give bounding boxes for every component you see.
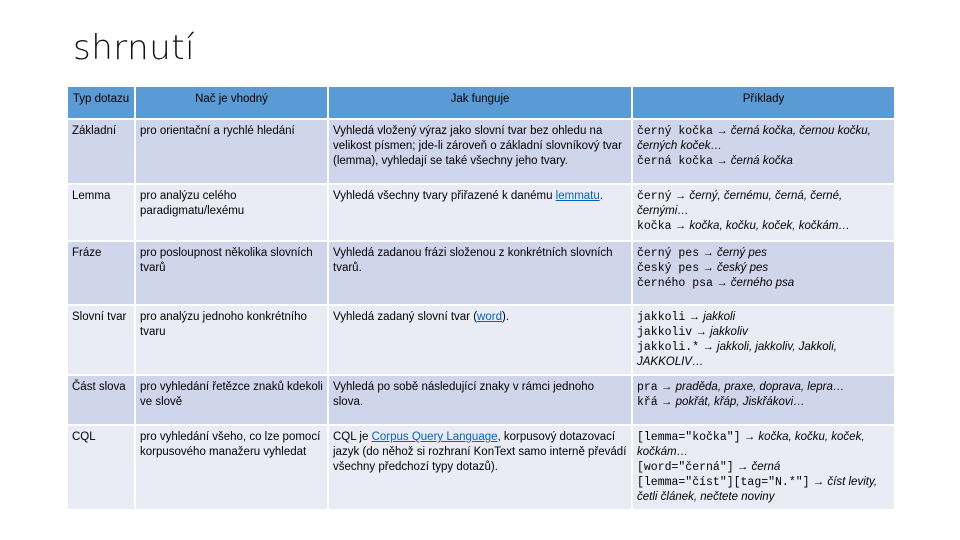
example-query: jakkoli (637, 311, 686, 324)
examples-cell (633, 242, 894, 304)
example-line (637, 310, 890, 325)
example-result: → jakkoliv (692, 326, 748, 338)
slide-title: shrnutí (73, 28, 196, 68)
how-it-works-cell (329, 426, 631, 509)
example-query: černý (637, 190, 672, 203)
suitable-for-cell: pro analýzu celého paradigmatu/lexému (136, 185, 327, 240)
example-line (637, 219, 890, 234)
cql-link[interactable]: Corpus Query Language (371, 431, 498, 443)
example-result: → jakkoli (685, 311, 736, 323)
examples-cell (633, 426, 894, 509)
how-it-works-cell (329, 185, 631, 240)
example-line (637, 460, 890, 475)
example-result: → praděda, praxe, doprava, lepra… (657, 381, 845, 393)
examples-cell (633, 376, 894, 424)
example-line (637, 475, 890, 505)
example-line (637, 325, 890, 340)
suitable-for-cell: pro posloupnost několika slovních tvarů (136, 242, 327, 304)
how-it-works-cell: Vyhledá zadanou frázi složenou z konkrétních slovních tvarů. (329, 242, 631, 304)
example-query: černého psa (637, 277, 713, 290)
example-query: [lemma="kočka"] (637, 431, 741, 444)
query-type-cell: Lemma (68, 185, 134, 240)
example-query: pra (637, 381, 658, 394)
table-row (68, 185, 894, 240)
how-it-works-cell: Vyhledá vložený výraz jako slovní tvar bez ohledu na velikost písmen; jde-li zároveň o základní slovníkový tvar (lemma), vyhledají se také všechny jeho tvary. (329, 120, 631, 183)
example-result: → černého psa (712, 277, 795, 289)
example-query: český pes (637, 262, 700, 275)
how-it-works-cell: Vyhledá po sobě následující znaky v rámci jednoho slova. (329, 376, 631, 424)
header-how-it-works: Jak funguje (329, 87, 631, 118)
table-row (68, 306, 894, 374)
example-result: → černý, černému, černá, černé, černými… (637, 190, 843, 217)
example-result: → černá (733, 461, 781, 473)
example-result: → černý pes (699, 247, 767, 259)
example-query: černá kočka (637, 155, 713, 168)
query-type-cell: Slovní tvar (68, 306, 134, 374)
lemma-link[interactable]: lemmatu (555, 190, 600, 202)
header-query-type: Typ dotazu (68, 87, 134, 118)
query-type-cell: Část slova (68, 376, 134, 424)
example-line (637, 276, 890, 291)
example-line (637, 261, 890, 276)
example-query: křá (637, 396, 658, 409)
example-result: → pokřát, křáp, Jiskřákovi… (657, 396, 805, 408)
example-result: → kočka, kočku, koček, kočkám… (637, 431, 865, 458)
how-text: . (599, 190, 603, 202)
example-line (637, 380, 890, 395)
header-suitable-for: Nač je vhodný (136, 87, 327, 118)
example-result: → jakkoli, jakkoliv, Jakkoli, JAKKOLIV… (637, 341, 837, 368)
how-text: , korpusový dotazovací jazyk (do něhož si rozhraní KonText samo interně převádí všechny předchozí typy dotazů). (333, 431, 627, 473)
table-row (68, 120, 894, 183)
suitable-for-cell: pro analýzu jednoho konkrétního tvaru (136, 306, 327, 374)
example-line (637, 430, 890, 460)
example-result: → český pes (699, 262, 769, 274)
how-text: Vyhledá zadaný slovní tvar ( (333, 311, 478, 323)
example-query: černý pes (637, 247, 700, 260)
how-it-works-cell (329, 306, 631, 374)
example-result: → černá kočka (712, 155, 793, 167)
suitable-for-cell: pro orientační a rychlé hledání (136, 120, 327, 183)
query-type-cell: Fráze (68, 242, 134, 304)
header-examples: Příklady (633, 87, 894, 118)
example-query: černý kočka (637, 125, 713, 138)
suitable-for-cell: pro vyhledání řetězce znaků kdekoli ve slově (136, 376, 327, 424)
example-query: kočka (637, 220, 672, 233)
example-line (637, 124, 890, 154)
word-link[interactable]: word (477, 311, 502, 323)
how-text: CQL je (333, 431, 372, 443)
how-text: ). (501, 311, 510, 323)
example-query: [word="černá"] (637, 461, 734, 474)
examples-cell (633, 306, 894, 374)
table-header-row (68, 87, 894, 118)
example-result: → číst levity, četli článek, nečtete noviny (637, 476, 878, 503)
how-text: Vyhledá všechny tvary přiřazené k danému (333, 190, 556, 202)
query-type-cell: Základní (68, 120, 134, 183)
example-line (637, 246, 890, 261)
examples-cell (633, 185, 894, 240)
examples-cell (633, 120, 894, 183)
summary-table (66, 85, 896, 511)
example-query: jakkoli.* (637, 341, 700, 354)
example-line (637, 154, 890, 169)
example-result: → kočka, kočku, koček, kočkám… (671, 220, 850, 232)
example-line (637, 189, 890, 219)
example-query: [lemma="číst"][tag="N.*"] (637, 476, 810, 489)
example-query: jakkoliv (637, 326, 693, 339)
query-type-cell: CQL (68, 426, 134, 509)
example-result: → černá kočka, černou kočku, černých koček… (637, 125, 871, 152)
table-row (68, 376, 894, 424)
table-row (68, 426, 894, 509)
example-line (637, 340, 890, 370)
example-line (637, 395, 890, 410)
suitable-for-cell: pro vyhledání všeho, co lze pomocí korpusového manažeru vyhledat (136, 426, 327, 509)
table-row (68, 242, 894, 304)
